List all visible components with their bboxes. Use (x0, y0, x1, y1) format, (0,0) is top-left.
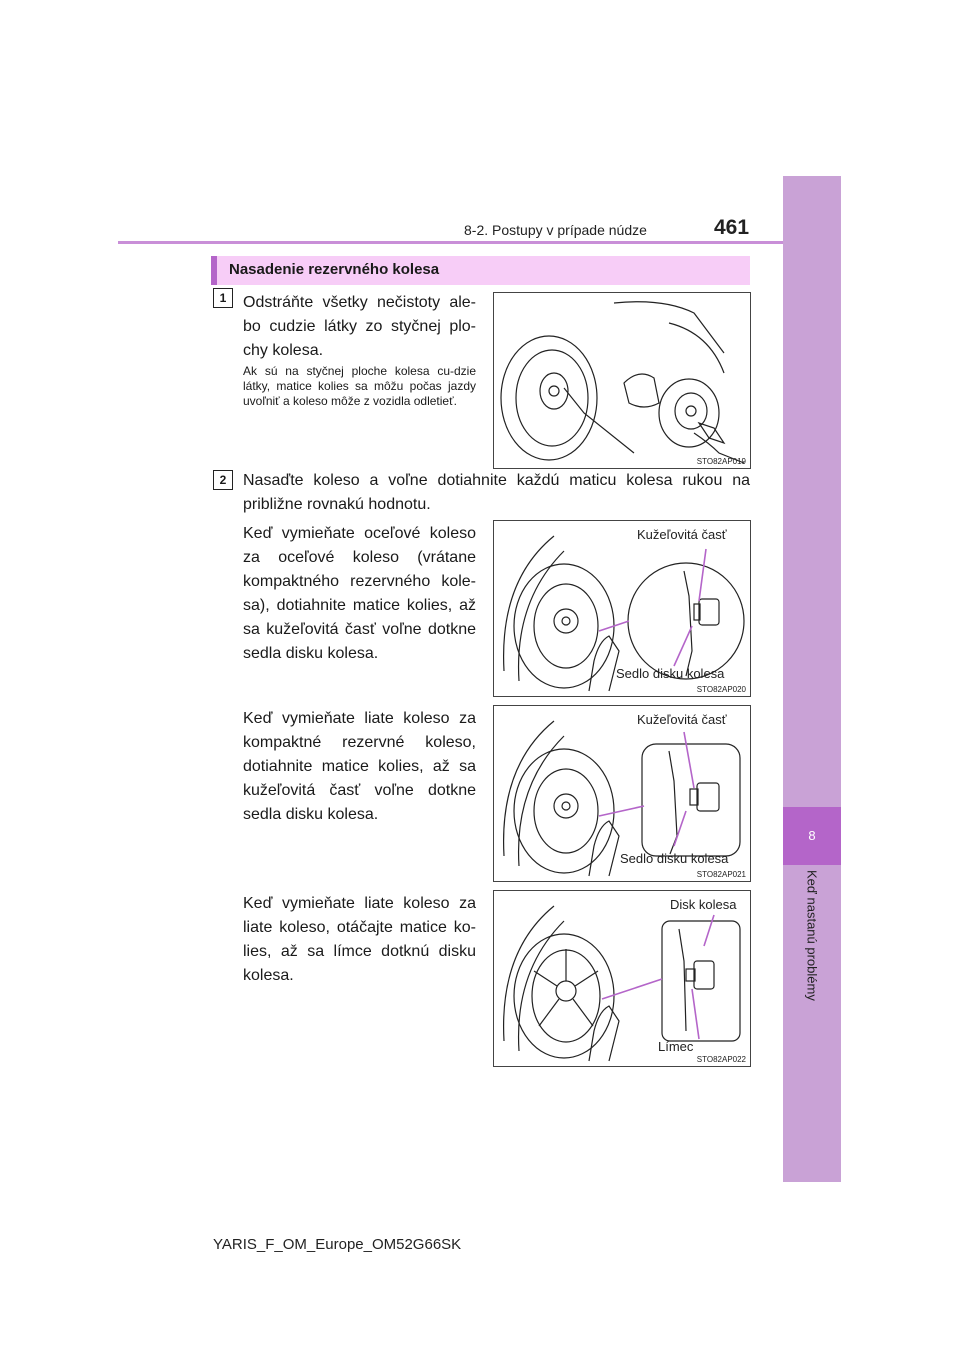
chapter-title-vertical (783, 870, 841, 1070)
figure-clean-hub (493, 292, 751, 469)
step-1-text: Odstráňte všetky nečistoty ale-bo cudzie látky zo styčnej plo-chy kolesa. (243, 294, 476, 359)
case-alloy-alloy-text: Keď vymieňate liate koleso za liate koleso, otáčajte matice ko-lies, až sa límce dotknú disku kolesa. (243, 895, 476, 984)
step-number-1: 1 (213, 288, 233, 308)
figure-code: STO82AP020 (696, 685, 746, 694)
callout-wheel-seat: Sedlo disku kolesa (616, 666, 725, 681)
callout-wheel-disc: Disk kolesa (670, 897, 737, 912)
document-footer: YARIS_F_OM_Europe_OM52G66SK (213, 1236, 462, 1253)
step-number-2: 2 (213, 470, 233, 490)
case-alloy-compact-text: Keď vymieňate liate koleso za kompaktné rezervné koleso, dotiahnite matice kolies, až sa kužeľovitá časť voľne dotkne sedla disku kolesa. (243, 710, 476, 823)
figure-code: STO82AP021 (696, 870, 746, 879)
step-1-note: Ak sú na styčnej ploche kolesa cu-dzie látky, matice kolies sa môžu počas jazdy uvoľniť a koleso môže z vozidla odletieť. (243, 364, 476, 408)
figure-alloy-alloy (493, 890, 751, 1067)
callout-collar: Límec (658, 1039, 694, 1054)
callout-cone-part: Kužeľovitá časť (637, 527, 727, 542)
case-steel-text: Keď vymieňate oceľové koleso za oceľové koleso (vrátane kompaktného rezervného kole-sa), dotiahnite matice kolies, až sa kužeľovitá časť voľne dotkne sedla disku kolesa. (243, 525, 476, 662)
figure-alloy-compact (493, 705, 751, 882)
figure-steel-wheel (493, 520, 751, 697)
step-2-text: Nasaďte koleso a voľne dotiahnite každú maticu kolesa rukou na približne rovnakú hodnotu. (243, 472, 750, 513)
figure-alloy-alloy-drawing (494, 891, 750, 1066)
page-number: 461 (714, 216, 750, 239)
figure-code: STO82AP022 (696, 1055, 746, 1064)
section-heading (211, 256, 750, 285)
figure-code: STO82AP019 (696, 457, 746, 466)
figure-clean-hub-drawing (494, 293, 750, 468)
chapter-title-text: Keď nastanú problémy (804, 870, 820, 1001)
section-title: 8-2. Postupy v prípade núdze (464, 222, 647, 238)
section-heading-text: Nasadenie rezervného kolesa (229, 261, 440, 278)
header-rule (118, 241, 783, 244)
callout-cone-part: Kužeľovitá časť (637, 712, 727, 727)
chapter-number-tab[interactable]: 8 (783, 807, 841, 865)
callout-wheel-seat: Sedlo disku kolesa (620, 851, 729, 866)
